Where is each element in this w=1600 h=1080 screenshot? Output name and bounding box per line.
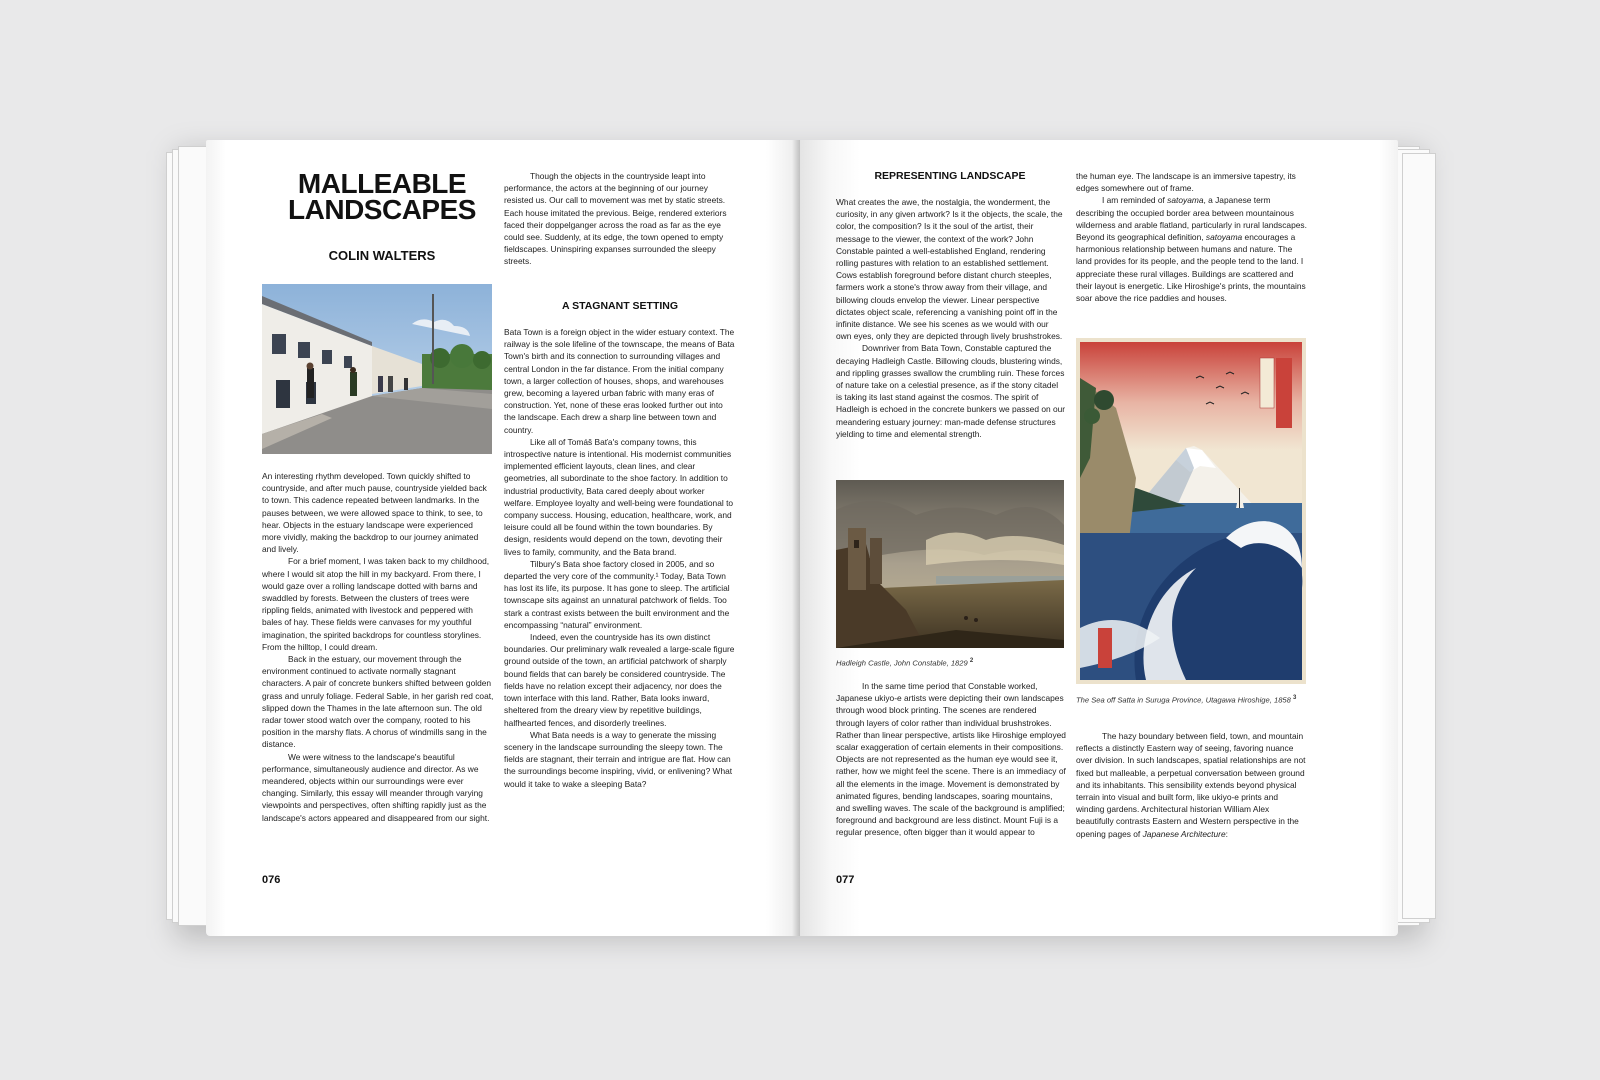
paragraph: Back in the estuary, our movement through the environment continued to activate normally stagnant characters. A pair of concrete bunkers shifted between golden grass and unruly foliage. Federal Sable, in her garish red coat, slipped down the Thames in the late afternoon sun. The old radar tower stood watch over the company, rooted to his position in the marshy flats. A chorus of windmills sang in the distance. xyxy=(262,654,494,750)
page-edges-left xyxy=(166,146,206,926)
paragraph: We were witness to the landscape's beautiful performance, simultaneously audience and director. As we meandered, objects within our surroundings were ever changing. Similarly, this essay will meander through varying viewpoints and perspectives, often shifting rapidly just as the landscape's actors appeared and disappeared from our sight. xyxy=(262,751,490,823)
paragraph: Downriver from Bata Town, Constable captured the decaying Hadleigh Castle. Billowing clouds, blustering winds, and rippling grasses swallow the crumbling ruin. These forces of nature take on a celestial presence, as if the stony citadel is taking its last stand against the cosmos. The spirit of Hadleigh is echoed in the concrete bunkers we passed on our meandering estuary journey: man-made defense structures yielding to time and elemental strength. xyxy=(836,343,1066,439)
hiroshige-print xyxy=(1076,338,1306,684)
paragraph: In the same time period that Constable worked, Japanese ukiyo-e artists were depicting their own landscapes through wood block printing. The scenes are rendered through layers of color rather than individual brushstrokes. Rather than linear perspective, artists like Hiroshige employed scalar exaggeration of certain elements in their compositions. Objects are not represented as the human eye would see it, rather, how we might feel the scene. There is an immediacy of all the elements in the image. Movement is demonstrated by animated figures, bending landscapes, soaring mountains, and swelling waves. The scale of the background is amplified; foreground and background are less distinct. Mount Fuji is a regular presence, often bigger than it would appear to xyxy=(836,681,1066,838)
right-column-1-bottom xyxy=(836,680,1066,839)
right-column-2-bottom xyxy=(1076,730,1308,840)
author-name: COLIN WALTERS xyxy=(328,248,436,263)
paragraph: Like all of Tomáš Baťa's company towns, this introspective nature is intentional. His modernist communities implemented efficient layouts, clean lines, and clear geometries, all subordinate to the shoe factory. In addition to industrial productivity, Bata cared deeply about worker welfare. Employee loyalty and well-being were foundational to company success. Housing, education, healthcare, work, and leisure could all be found within the town boundaries. By design, residents would depend on the town, devoting their lives to family, community, and the Bata brand. xyxy=(504,436,734,557)
paragraph: the human eye. The landscape is an immersive tapestry, its edges somewhere out of frame. xyxy=(1076,171,1296,194)
paragraph: Indeed, even the countryside has its own distinct boundaries. Our preliminary walk revealed a large-scale figure ground outside of the town, an artificial patchwork of sharply bound fields that can barely be considered countryside. The fields have no relation except their adjacency, nor does the town interface with this land. Rather, Bata looks inward, sheltered from the dreary view by repetitive buildings, halfhearted fences, and disorderly treelines. xyxy=(504,632,735,728)
street-photo xyxy=(262,284,492,454)
paragraph: I am reminded of satoyama, a Japanese term describing the occupied border area between mountainous wilderness and arable flatland, particularly in rural landscapes. Beyond its geographical definition, satoyama encourages a harmonious relationship between humans and nature. The land provides for its people, and the people tend to the land. I appreciate these rural villages. Buildings are scattered and their layout is energetic. Like Hiroshige's prints, the mountains soar above the rice paddies and houses. xyxy=(1076,195,1307,304)
page-number-left: 076 xyxy=(262,874,281,886)
right-column-2-top xyxy=(1076,170,1308,304)
left-column-2 xyxy=(504,326,736,790)
left-column-1 xyxy=(262,470,494,824)
left-column-2-intro xyxy=(504,170,736,268)
print-caption: The Sea off Satta in Suruga Province, Utagawa Hiroshige, 1858 $^3$ xyxy=(1076,695,1297,705)
paragraph: For a brief moment, I was taken back to my childhood, where I would sit atop the hill in my backyard. From there, I would gaze over a rolling landscape dotted with barns and swaddled by forests. Between the clusters of trees were rippling fields, animated with livestock and peppered with bales of hay. These fields were canvases for my youthful imagination, the spirited backdrops for countless storylines. From the hilltop, I could dream. xyxy=(262,556,490,652)
article-title: MALLEABLE LANDSCAPES xyxy=(288,168,476,225)
page-number-right: 077 xyxy=(836,874,855,886)
section-heading-stagnant: A STAGNANT SETTING xyxy=(561,300,679,312)
hadleigh-castle-painting xyxy=(836,480,1064,648)
right-page xyxy=(800,140,1398,936)
paragraph: Though the objects in the countryside leapt into performance, the actors at the beginning of our journey resisted us. Our call to movement was met by static streets. Each house imitated the previous. Beige, rendered exteriors faced their doppelganger across the road as far as the eye could see. Suddenly, at its edge, the town opened to empty fieldscapes. Uninspiring expanses surrounded the sleepy streets. xyxy=(504,171,727,267)
left-page xyxy=(206,140,800,936)
paragraph: Tilbury's Bata shoe factory closed in 2005, and so departed the very core of the community.¹ Today, Bata Town has lost its life, its purpose. It has gone to sleep. The artificial townscape sits against an unnatural patchwork of fields. Too stark a contrast exists between the built environment and the encompassing “natural” environment. xyxy=(504,558,730,630)
paragraph: Bata Town is a foreign object in the wider estuary context. The railway is the sole lifeline of the townscape, the means of Bata Town's birth and its connection to surrounding villages and central London in the far distance. From the initial company town, a larger collection of houses, shops, and warehouses grew, becoming a layered urban fabric with many eras of construction. Yet, none of these eras looked further out into the landscape. Each drew a sharp line between town and country. xyxy=(504,327,735,435)
paragraph: The hazy boundary between field, town, and mountain reflects a distinctly Eastern way of seeing, favoring nuance over division. In such landscapes, spatial relationships are not fixed but malleable, a perpetual conversation between ground and its inhabitants. This sensibility extends beyond physical terrain into visual and built form, like ukiyo-e prints and winding gardens. Architectural historian William Alex beautifully contrasts Eastern and Western perspective in the opening pages of Japanese Architecture: xyxy=(1076,731,1306,839)
paragraph: What Bata needs is a way to generate the missing scenery in the landscape surrounding the sleepy town. The fields are stagnant, their terrain and intrigue are flat. How can the surroundings become inspiring, vivid, or enlivening? What would it take to wake a sleeping Bata? xyxy=(504,729,733,789)
painting-caption: Hadleigh Castle, John Constable, 1829 $^2$ xyxy=(836,658,974,668)
paragraph: What creates the awe, the nostalgia, the wonderment, the curiosity, in any given artwork? Is it the objects, the scale, the color, the composition? Is it the soul of the artist, their message to the viewer, the context of the work? John Constable painted a well-established England, rendering rolling pastures with relation to an established settlement. Cows establish foreground before distant church steeples, farmers work a stone's throw away from their village, and billowing clouds envelop the viewer. Linear perspective dictates object scale, referencing a vanishing point off in the infinite distance. We see his scenes as we would with our own eyes, only they are depicted through lively brushstrokes. xyxy=(836,197,1063,342)
section-heading-representing: REPRESENTING LANDSCAPE xyxy=(874,170,1026,182)
paragraph: An interesting rhythm developed. Town quickly shifted to countryside, and after much pause, countryside yielded back to town. This cadence repeated between landmarks. In the pauses between, we were allowed space to think, to see, to hear. Objects in the estuary landscape were experienced more vividly, making the backdrop to our journey animated and lively. xyxy=(262,471,487,555)
right-column-1 xyxy=(836,196,1066,440)
